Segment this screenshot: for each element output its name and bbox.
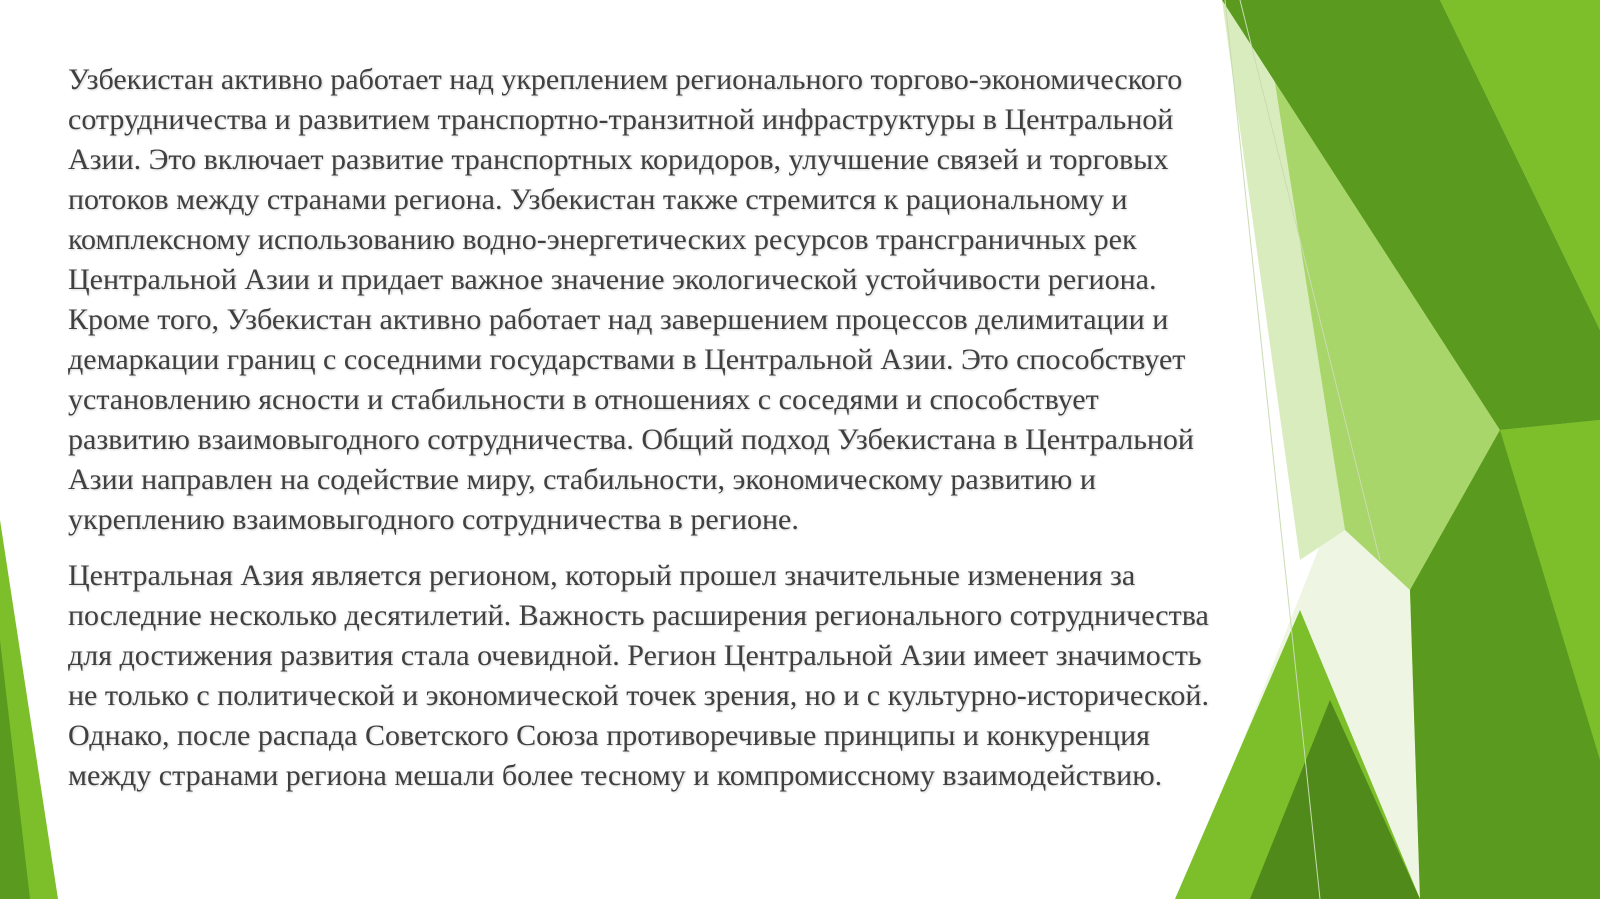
text-line: укреплению взаимовыгодного сотрудничества в регионе. [68, 503, 799, 536]
text-line: Центральной Азии и придает важное значение экологической устойчивости региона. [68, 263, 1157, 296]
text-line: Азии направлен на содействие миру, стабильности, экономическому развитию и [68, 463, 1096, 496]
text-line: Кроме того, Узбекистан активно работает над завершением процессов делимитации и [68, 303, 1169, 336]
text-line: установлению ясности и стабильности в отношениях с соседями и способствует [68, 383, 1099, 416]
text-line: Однако, после распада Советского Союза противоречивые принципы и конкуренция [68, 719, 1150, 752]
text-line: демаркации границ с соседними государствами в Центральной Азии. Это способствует [68, 343, 1186, 376]
text-line: между странами региона мешали более тесному и компромиссному взаимодействию. [68, 759, 1163, 792]
text-line: Центральная Азия является регионом, который прошел значительные изменения за [68, 559, 1136, 592]
text-line: Узбекистан активно работает над укреплением регионального торгово-экономического [68, 63, 1183, 96]
text-line: Азии. Это включает развитие транспортных коридоров, улучшение связей и торговых [68, 143, 1169, 176]
paragraph-central-asia [68, 556, 1368, 796]
text-line: для достижения развития стала очевидной. Регион Центральной Азии имеет значимость [68, 639, 1202, 672]
text-line: развитию взаимовыгодного сотрудничества. Общий подход Узбекистана в Центральной [68, 423, 1194, 456]
text-line: не только с политической и экономической точек зрения, но и с культурно-исторической. [68, 679, 1209, 712]
text-line: сотрудничества и развитием транспортно-транзитной инфраструктуры в Центральной [68, 103, 1174, 136]
text-line: последние несколько десятилетий. Важность расширения регионального сотрудничества [68, 599, 1209, 632]
text-line: комплексному использованию водно-энергетических ресурсов трансграничных рек [68, 223, 1137, 256]
text-line: потоков между странами региона. Узбекистан также стремится к рациональному и [68, 183, 1128, 216]
paragraph-uzbekistan [68, 60, 1368, 540]
slide-text-body [68, 60, 1368, 796]
